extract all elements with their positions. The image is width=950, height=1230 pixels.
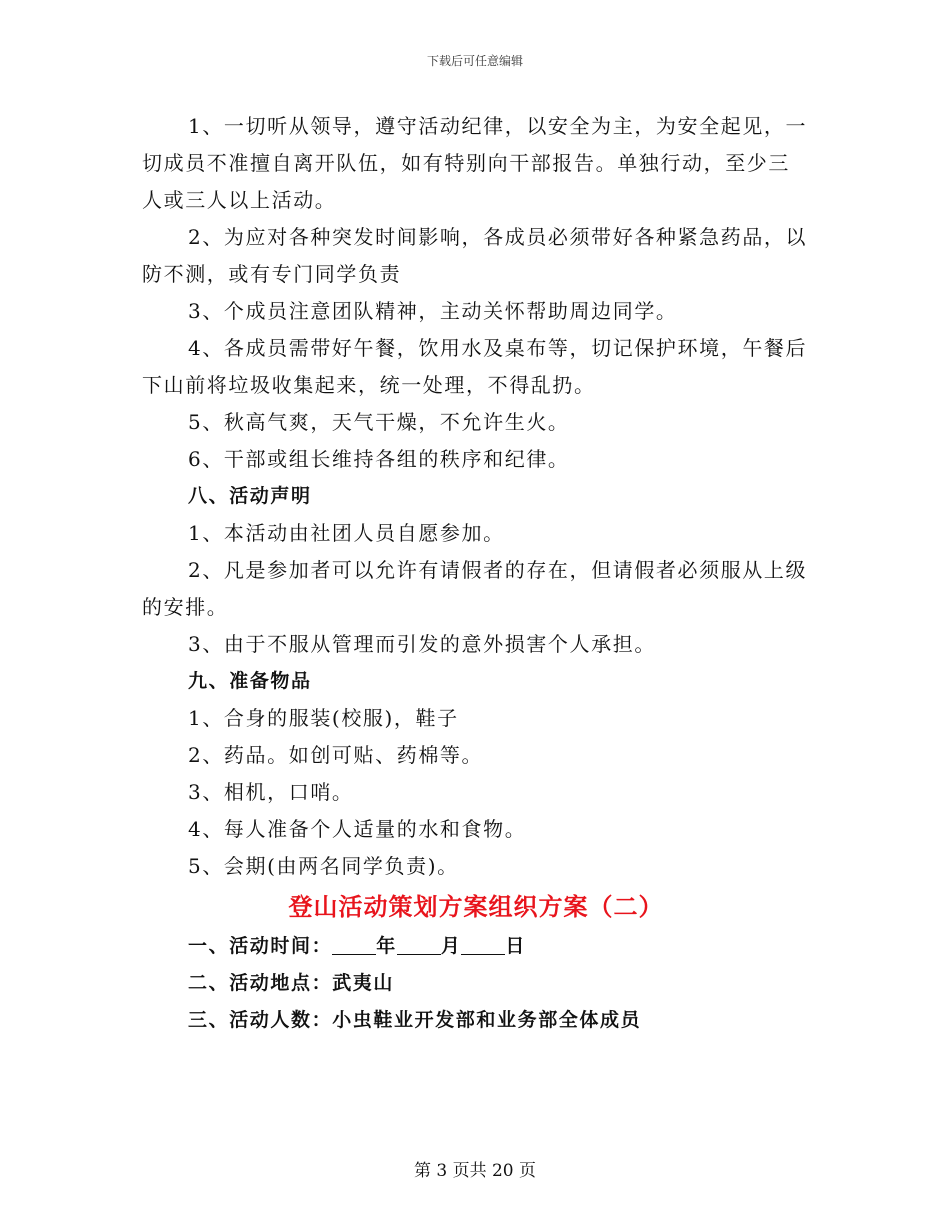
day-blank — [461, 932, 505, 955]
item-5: 5、会期(由两名同学负责)。 — [188, 854, 459, 878]
rule-6: 6、干部或组长维持各组的秩序和纪律。 — [188, 447, 570, 471]
section-heading-items: 九、准备物品 — [188, 670, 312, 692]
rule-1-line-1: 1、一切听从领导，遵守活动纪律，以安全为主，为安全起见，一 — [188, 114, 808, 138]
document-body — [142, 108, 810, 1039]
activity-place: 二、活动地点：武夷山 — [188, 972, 395, 994]
year-blank — [332, 932, 376, 955]
page-header: 下载后可任意编辑 — [426, 54, 523, 68]
month-label: 月 — [440, 935, 462, 957]
rule-4-line-1: 4、各成员需带好午餐，饮用水及桌布等，切记保护环境，午餐后 — [188, 336, 808, 360]
activity-people: 三、活动人数：小虫鞋业开发部和业务部全体成员 — [188, 1009, 642, 1031]
month-blank — [397, 932, 441, 955]
activity-time — [142, 928, 810, 965]
section-title: 登山活动策划方案组织方案（二） — [288, 893, 664, 921]
rule-1-line-3: 人或三人以上活动。 — [142, 188, 337, 212]
statement-2-line-2: 的安排。 — [142, 595, 229, 619]
statement-1: 1、本活动由社团人员自愿参加。 — [188, 521, 505, 545]
statement-3: 3、由于不服从管理而引发的意外损害个人承担。 — [188, 632, 656, 656]
item-3: 3、相机，口哨。 — [188, 780, 354, 804]
rule-2-line-2: 防不测，或有专门同学负责 — [142, 262, 402, 286]
rule-1-line-2: 切成员不准擅自离开队伍，如有特别向干部报告。单独行动，至少三 — [142, 151, 790, 175]
rule-2-line-1: 2、为应对各种突发时间影响，各成员必须带好各种紧急药品，以 — [188, 225, 808, 249]
item-2: 2、药品。如创可贴、药棉等。 — [188, 743, 484, 767]
page-footer: 第 3 页共 20 页 — [413, 1161, 537, 1181]
item-1: 1、合身的服装(校服)，鞋子 — [188, 706, 459, 730]
section-heading-statement: 八、活动声明 — [188, 485, 312, 507]
year-label: 年 — [376, 935, 397, 957]
rule-5: 5、秋高气爽，天气干燥，不允许生火。 — [188, 410, 570, 434]
rule-3: 3、个成员注意团队精神，主动关怀帮助周边同学。 — [188, 299, 678, 323]
day-label: 日 — [505, 935, 527, 957]
activity-time-label: 一、活动时间： — [188, 935, 333, 957]
rule-4-line-2: 下山前将垃圾收集起来，统一处理，不得乱扔。 — [142, 373, 596, 397]
item-4: 4、每人准备个人适量的水和食物。 — [188, 817, 527, 841]
statement-2-line-1: 2、凡是参加者可以允许有请假者的存在，但请假者必须服从上级 — [188, 558, 808, 582]
